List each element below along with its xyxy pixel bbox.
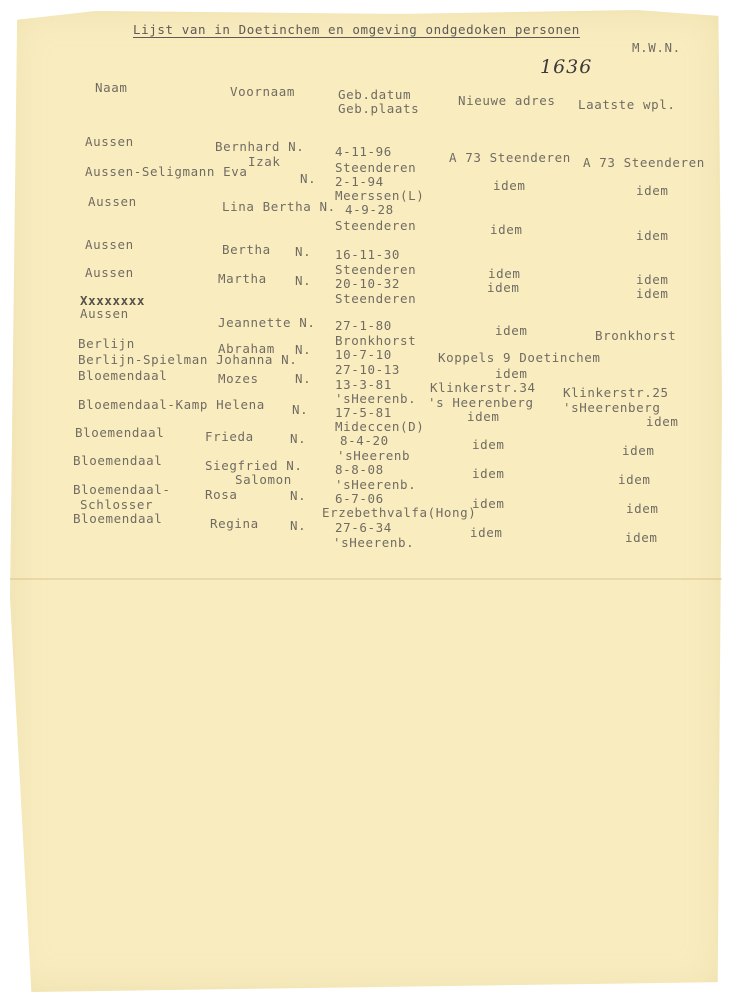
cell-laatste-wpl: idem [636, 228, 669, 243]
cell-nieuwe-adres: 's Heerenberg [428, 395, 534, 410]
cell-naam: Aussen-Seligmann Eva [85, 164, 248, 179]
cell-datum: 27-1-80 [335, 318, 392, 333]
cell-laatste-wpl: Klinkerstr.25 [563, 385, 669, 400]
cell-nieuwe-adres: idem [472, 466, 505, 481]
header-voornaam: Voornaam [230, 84, 296, 99]
cell-naam: Schlosser [80, 497, 154, 512]
cell-nieuwe-adres: Klinkerstr.34 [430, 380, 536, 395]
header-geb-datum: Geb.datum [338, 87, 412, 102]
cell-nieuwe-adres: idem [472, 496, 505, 511]
cell-naam: Berlijn-Spielman Johanna N. [78, 352, 298, 367]
cell-naam: Bloemendaal- [73, 482, 171, 497]
cell-plaats: Bronkhorst [335, 333, 417, 348]
cell-plaats: Steenderen [335, 291, 417, 306]
cell-voornaam: N. [300, 171, 317, 186]
cell-voornaam: Bernhard N. [215, 139, 305, 154]
cell-n: N. [290, 431, 307, 446]
cell-laatste-wpl: idem [636, 272, 669, 287]
cell-plaats: 'sHeerenb. [335, 391, 417, 406]
cell-voornaam: Siegfried N. [205, 458, 303, 473]
cell-laatste-wpl: idem [625, 530, 658, 545]
cell-plaats: Mideccen(D) [335, 419, 425, 434]
cell-n: N. [295, 342, 312, 357]
cell-laatste-wpl: idem [622, 443, 655, 458]
cell-plaats: Meerssen(L) [335, 188, 425, 203]
cell-voornaam: Abraham [218, 341, 275, 356]
cell-nieuwe-adres: idem [467, 409, 500, 424]
cell-datum: 13-3-81 [335, 377, 392, 392]
cell-laatste-wpl: idem [646, 414, 679, 429]
cell-naam: Aussen [88, 194, 137, 209]
header-geb-plaats: Geb.plaats [338, 101, 420, 116]
cell-plaats: 'sHeerenb [337, 448, 411, 463]
cell-plaats: Erzebethvalfa(Hong) [322, 505, 477, 520]
cell-laatste-wpl: A 73 Steenderen [583, 155, 705, 170]
cell-datum: 4-11-96 [335, 144, 392, 159]
cell-nieuwe-adres: idem [490, 222, 523, 237]
cell-n: N. [295, 371, 312, 386]
cell-plaats: Steenderen [335, 262, 417, 277]
cell-voornaam: Martha [218, 271, 267, 286]
cell-datum: 6-7-06 [335, 491, 384, 506]
cell-naam: Aussen [85, 134, 134, 149]
cell-naam: Aussen [85, 237, 134, 252]
cell-naam: Bloemendaal [73, 511, 163, 526]
cell-n: N. [295, 273, 312, 288]
cell-datum: 17-5-81 [335, 405, 392, 420]
cell-datum: 4-9-28 [345, 202, 394, 217]
cell-voornaam: Regina [210, 516, 259, 531]
cell-n: N. [295, 244, 312, 259]
cell-naam: Aussen [85, 265, 134, 280]
fold-crease [10, 578, 722, 580]
cell-voornaam: Lina Bertha N. [222, 199, 336, 214]
header-nieuwe-adres: Nieuwe adres [458, 93, 556, 108]
cell-nieuwe-adres: idem [495, 323, 528, 338]
cell-voornaam: Frieda [205, 429, 254, 444]
cell-nieuwe-adres: idem [487, 280, 520, 295]
header-laatste-wpl: Laatste wpl. [578, 97, 676, 112]
cell-nieuwe-adres: idem [495, 366, 528, 381]
cell-datum: 10-7-10 [335, 347, 392, 362]
cell-n: N. [290, 488, 307, 503]
cell-plaats: 'sHeerenb. [333, 535, 415, 550]
cell-voornaam: Mozes [218, 371, 259, 386]
cell-nieuwe-adres: Koppels 9 Doetinchem [438, 350, 601, 365]
cell-naam: Bloemendaal [75, 425, 165, 440]
cell-datum: 27-6-34 [335, 520, 392, 535]
cell-naam: Aussen [80, 306, 129, 321]
cell-plaats: 'sHeerenb. [335, 477, 417, 492]
cell-voornaam: Rosa [205, 487, 238, 502]
cell-nieuwe-adres: A 73 Steenderen [449, 150, 571, 165]
cell-naam: Bloemendaal [78, 368, 168, 383]
cell-nieuwe-adres: idem [488, 266, 521, 281]
cell-datum: 27-10-13 [335, 362, 401, 377]
cell-voornaam: Izak [248, 154, 281, 169]
handwritten-number: 1636 [540, 56, 593, 78]
cell-datum: 8-4-20 [340, 433, 389, 448]
document-code: M.W.N. [632, 40, 681, 55]
cell-datum: 16-11-30 [335, 247, 401, 262]
cell-datum: 20-10-32 [335, 276, 401, 291]
cell-naam: Berlijn [78, 336, 135, 351]
cell-nieuwe-adres: idem [493, 178, 526, 193]
cell-naam: Bloemendaal-Kamp Helena [78, 397, 265, 412]
cell-naam: Bloemendaal [73, 453, 163, 468]
cell-plaats: Steenderen [335, 218, 417, 233]
document-title: Lijst van in Doetinchem en omgeving ondgedoken personen [133, 22, 580, 37]
cell-nieuwe-adres: idem [472, 437, 505, 452]
cell-laatste-wpl: idem [618, 472, 651, 487]
cell-laatste-wpl: idem [626, 501, 659, 516]
cell-nieuwe-adres: idem [470, 525, 503, 540]
cell-naam-struck: Xxxxxxxx [80, 293, 146, 308]
header-naam: Naam [95, 80, 128, 95]
cell-laatste-wpl: Bronkhorst [595, 328, 677, 343]
cell-voornaam: Jeannette N. [218, 315, 316, 330]
cell-laatste-wpl: idem [636, 286, 669, 301]
cell-n: N. [290, 518, 307, 533]
cell-laatste-wpl: idem [636, 183, 669, 198]
cell-plaats: Steenderen [335, 160, 417, 175]
cell-n: N. [292, 402, 309, 417]
cell-laatste-wpl: 'sHeerenberg [563, 400, 661, 415]
cell-voornaam: Bertha [222, 242, 271, 257]
cell-datum: 2-1-94 [335, 174, 384, 189]
cell-datum: 8-8-08 [335, 462, 384, 477]
cell-voornaam: Salomon [235, 472, 292, 487]
